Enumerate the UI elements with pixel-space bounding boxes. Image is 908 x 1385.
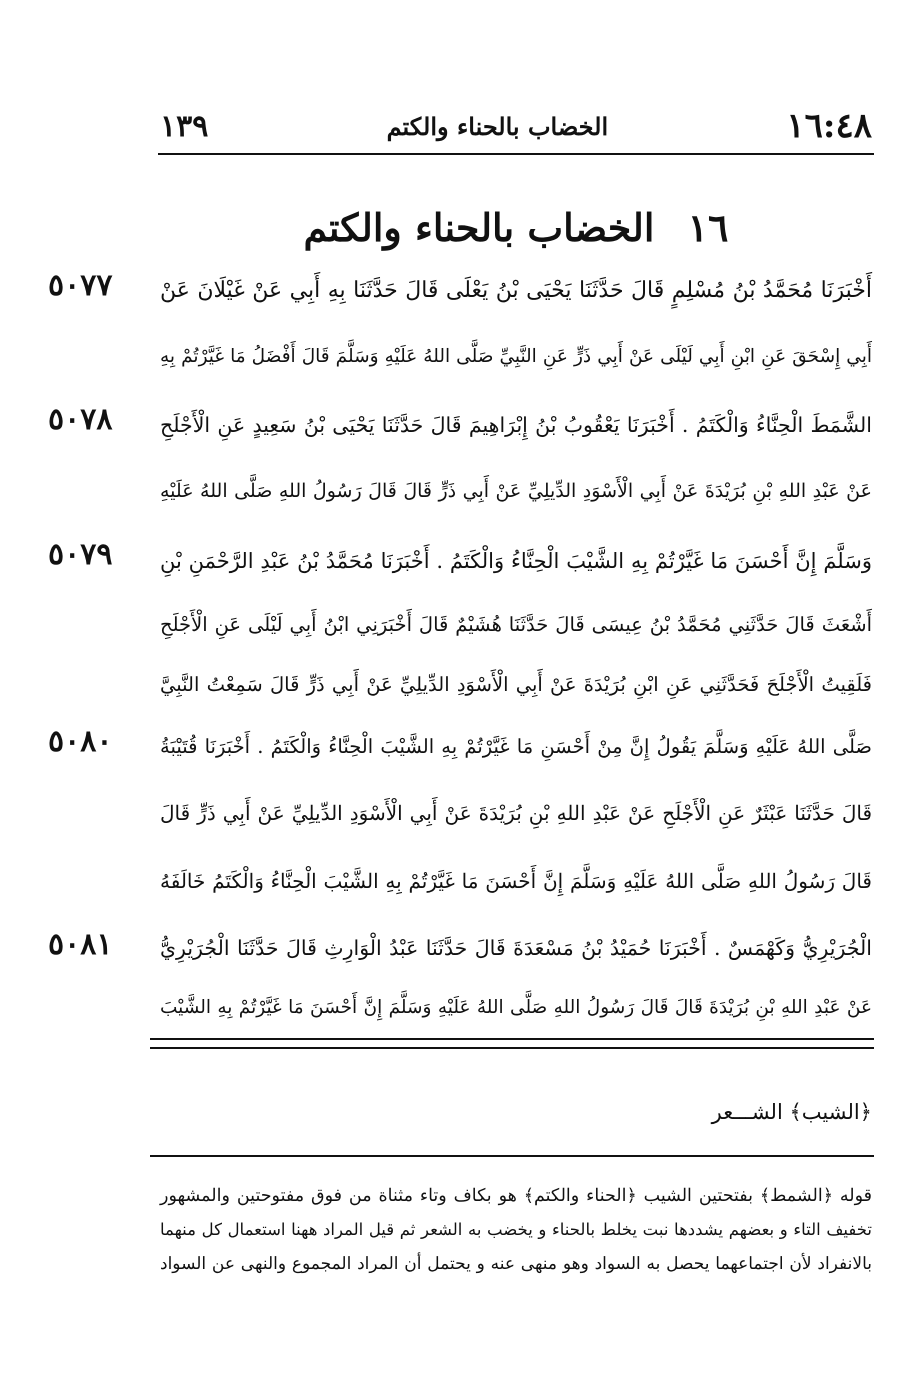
text-end-rule	[150, 1038, 874, 1040]
hadith-number: ٥٠٨٠	[48, 724, 113, 759]
footnote-line: تخفيف التاء و بعضهم يشددها نبت يخلط بالحناء و يخضب به الشعر ثم قيل المراد ههنا استعمال كل منهما	[160, 1220, 872, 1239]
running-title: الخضاب بالحناء والكتم	[386, 111, 609, 141]
header-rule	[158, 153, 874, 155]
hadith-number: ٥٠٧٧	[48, 268, 113, 303]
text-line: أَشْعَثَ قَالَ حَدَّثَنِي مُحَمَّدُ بْنُ عِيسَى قَالَ حَدَّثَنَا هُشَيْمٌ قَالَ أَخْبَرَنِي ابْنُ أَبِي لَيْلَى عَنِ الْأَجْلَحِ	[160, 613, 872, 636]
text-line: الشَّمَطَ الْحِنَّاءُ وَالْكَتَمُ . أَخْبَرَنَا يَعْقُوبُ بْنُ إِبْرَاهِيمَ قَالَ حَدَّثَنَا يَحْيَى بْنُ سَعِيدٍ عَنِ الْأَجْلَحِ	[160, 413, 872, 437]
chapter-reference: ١٦:٤٨	[786, 106, 872, 146]
hadith-number: ٥٠٧٨	[48, 402, 113, 437]
text-line: عَنْ عَبْدِ اللهِ بْنِ بُرَيْدَةَ عَنْ أَبِي الْأَسْوَدِ الدِّيلِيِّ عَنْ أَبِي ذَرٍّ قَالَ قَالَ رَسُولُ اللهِ صَلَّى اللهُ عَلَيْهِ	[160, 480, 872, 502]
text-end-rule	[150, 1047, 874, 1049]
chapter-heading	[160, 205, 872, 261]
hadith-number: ٥٠٧٩	[48, 537, 113, 572]
text-line: فَلَقِيتُ الْأَجْلَحَ فَحَدَّثَنِي عَنِ ابْنِ بُرَيْدَةَ عَنْ أَبِي الْأَسْوَدِ الدِّيلِيِّ عَنْ أَبِي ذَرٍّ قَالَ سَمِعْتُ النَّبِيَّ	[160, 673, 872, 696]
variant-reading-note: ﴿الشيب﴾ الشـــعر	[711, 1100, 872, 1124]
text-line: أَخْبَرَنَا مُحَمَّدُ بْنُ مُسْلِمٍ قَالَ حَدَّثَنَا يَحْيَى بْنُ يَعْلَى قَالَ حَدَّثَنَا بِهِ أَبِي عَنْ غَيْلَانَ عَنْ	[160, 278, 872, 303]
chapter-title: الخضاب بالحناء والكتم	[303, 205, 655, 250]
footnote-line: بالانفراد لأن اجتماعهما يحصل به السواد وهو منهى عنه و يحتمل أن المراد المجموع والنهى عن السواد	[160, 1254, 872, 1274]
footnote-rule	[150, 1155, 874, 1157]
running-header	[160, 104, 872, 148]
text-line: قَالَ رَسُولُ اللهِ صَلَّى اللهُ عَلَيْهِ وَسَلَّمَ إِنَّ أَحْسَنَ مَا غَيَّرْتُمْ بِهِ الشَّيْبَ الْحِنَّاءُ وَالْكَتَمُ خَالَفَهُ	[160, 869, 872, 893]
text-line: الْجُرَيْرِيُّ وَكَهْمَسٌ . أَخْبَرَنَا حُمَيْدُ بْنُ مَسْعَدَةَ قَالَ حَدَّثَنَا عَبْدُ الْوَارِثِ قَالَ حَدَّثَنَا الْجُرَيْرِيُّ	[160, 936, 872, 960]
hadith-number: ٥٠٨١	[48, 927, 113, 962]
text-line: صَلَّى اللهُ عَلَيْهِ وَسَلَّمَ يَقُولُ إِنَّ مِنْ أَحْسَنِ مَا غَيَّرْتُمْ بِهِ الشَّيْبَ الْحِنَّاءُ وَالْكَتَمُ . أَخْبَرَنَا قُتَيْبَةُ	[160, 735, 872, 758]
text-line: أَبِي إِسْحَقَ عَنِ ابْنِ أَبِي لَيْلَى عَنْ أَبِي ذَرٍّ عَنِ النَّبِيِّ صَلَّى اللهُ عَلَيْهِ وَسَلَّمَ قَالَ أَفْضَلُ مَا غَيَّرْتُمْ بِهِ	[160, 346, 872, 367]
chapter-number: ١٦	[687, 205, 729, 250]
text-line: عَنْ عَبْدِ اللهِ بْنِ بُرَيْدَةَ قَالَ قَالَ رَسُولُ اللهِ صَلَّى اللهُ عَلَيْهِ وَسَلَّمَ إِنَّ أَحْسَنَ مَا غَيَّرْتُمْ بِهِ الشَّيْبَ	[160, 997, 872, 1018]
footnote-line: قوله ﴿الشمط﴾ بفتحتين الشيب ﴿الحناء والكتم﴾ هو بكاف وتاء مثناة من فوق مفتوحتين والمشهور	[160, 1186, 872, 1206]
page-number: ١٣٩	[160, 108, 209, 144]
text-line: وَسَلَّمَ إِنَّ أَحْسَنَ مَا غَيَّرْتُمْ بِهِ الشَّيْبَ الْحِنَّاءُ وَالْكَتَمُ . أَخْبَرَنَا مُحَمَّدُ بْنُ عَبْدِ الرَّحْمَنِ بْنِ	[160, 549, 872, 573]
text-line: قَالَ حَدَّثَنَا عَبْثَرٌ عَنِ الْأَجْلَحِ عَنْ عَبْدِ اللهِ بْنِ بُرَيْدَةَ عَنْ أَبِي الْأَسْوَدِ الدِّيلِيِّ عَنْ أَبِي ذَرٍّ قَالَ	[160, 801, 872, 825]
